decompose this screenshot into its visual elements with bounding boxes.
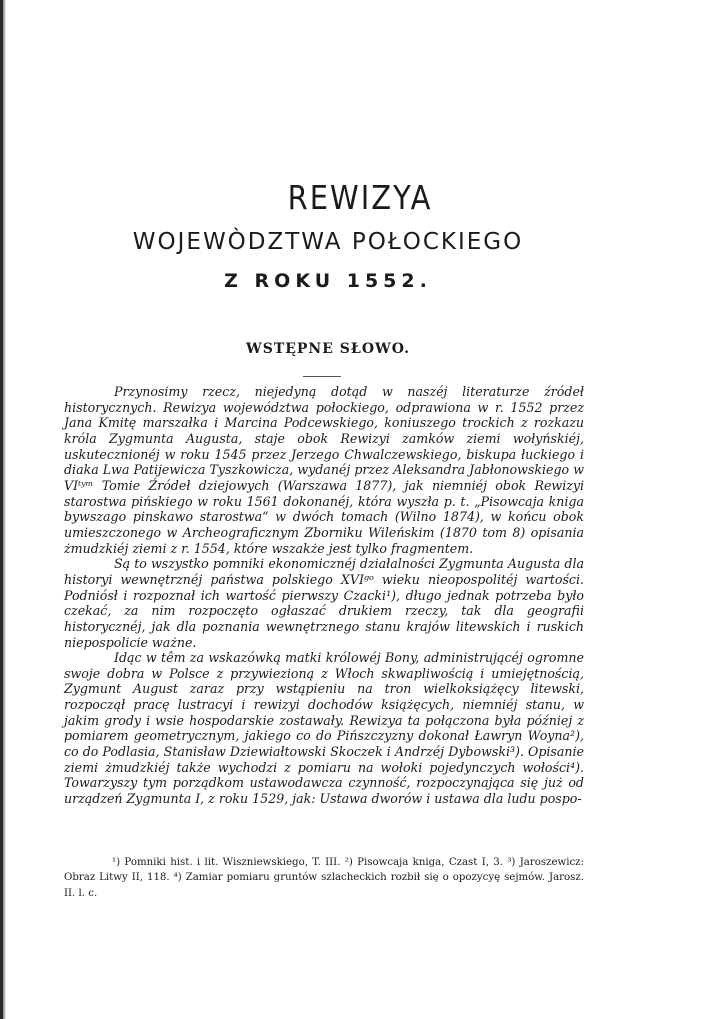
document-title-line-2: WOJEWÒDZTWA POŁOCKIEGO	[132, 229, 524, 255]
footnote-text: ¹) Pomniki hist. i lit. Wiszniewskiego, T. III. ²) Pisowcaja kniga, Czast I, 3. ³) Jaroszewicz: Obraz Litwy II, 118. ⁴) Zamiar pomiaru gruntów szlacheckich rozbił się o opozycyę sejmów. Jarosz. II. l. c.	[64, 857, 584, 899]
document-title: REWIZYA	[287, 178, 433, 218]
paragraph: Przynosimy rzecz, niejedyną dotąd w naszéj literaturze źródeł historycznych. Rewizya województwa połockiego, odprawiona w r. 1552 przez Jana Kmitę marszałka i Marcina Podcewskiego, koniuszego trockich z rozkazu króla Zygmunta Augusta, staje obok Rewizyi zamków ziemi wołyńskiéj, uskutecznionéj w roku 1545 przez Jerzego Chwalczewskiego, biskupa łuckiego i diaka Lwa Patijewicza Tyszkowicza, wydanéj przez Aleksandra Jabłonowskiego w VIᵗʸᵐ Tomie Źródeł dziejowych (Warszawa 1877), jak niemniéj obok Rewizyi starostwa pińskiego w roku 1561 dokonanéj, która wyszła p. t. „Pisowcaja kniga bywszago pinskawo starostwa“ w dwóch tomach (Wilno 1874), w końcu obok umieszczonego w Archeograficznym Zborniku Wileńskim (1870 tom 8) opisania żmudzkiéj ziemi z r. 1554, które wszakże jest tylko fragmentem.	[64, 384, 584, 556]
footnotes	[64, 855, 584, 901]
paragraph: Idąc w têm za wskazówką matki królowéj Bony, administrującéj ogromne swoje dobra w Polsce z przywiezioną z Włoch skwapliwością i umiejętnością, Zygmunt August zaraz przy wstąpieniu na tron wielkoksiążęcy litewski, rozpoczął pracę lustracyi i rewizyi dochodów książęcych, niemniéj stanu, w jakim grody i wsie hospodarskie zostawały. Rewizya ta połączona była później z pomiarem geometrycznym, jakiego co do Pińszczyzny dokonał Ławryn Woyna²), co do Podlasia, Stanisław Dziewiałtowski Skoczek i Andrzéj Dybowski³). Opisanie ziemi żmudzkiéj także wychodzi z pomiaru na wołoki pojedynczych wołości⁴). Towarzyszy tym porządkom ustawodawcza czynność, rozpoczynająca się już od urządzeń Zygmunta I, z roku 1529, jak: Ustawa dworów i ustawa dla ludu pospo-	[64, 650, 584, 807]
body-text	[64, 384, 584, 807]
divider-rule	[303, 376, 341, 377]
paragraph: Są to wszystko pomniki ekonomicznéj działalności Zygmunta Augusta dla historyi wewnętrznéj państwa polskiego XVIᵍᵒ wieku nieopospolitéj wartości. Podniósł i rozpoznał ich wartość pierwszy Czacki¹), długo jednak potrzeba było czekać, za nim rozpoczęto ogłaszać drukiem rzeczy, tak dla geografii historycznéj, jak dla poznania wewnętrznego stanu krajów litewskich i ruskich niepospolicie ważne.	[64, 556, 584, 650]
section-heading: WSTĘPNE SŁOWO.	[245, 341, 410, 357]
document-title-year: Z ROKU 1552.	[224, 270, 432, 292]
